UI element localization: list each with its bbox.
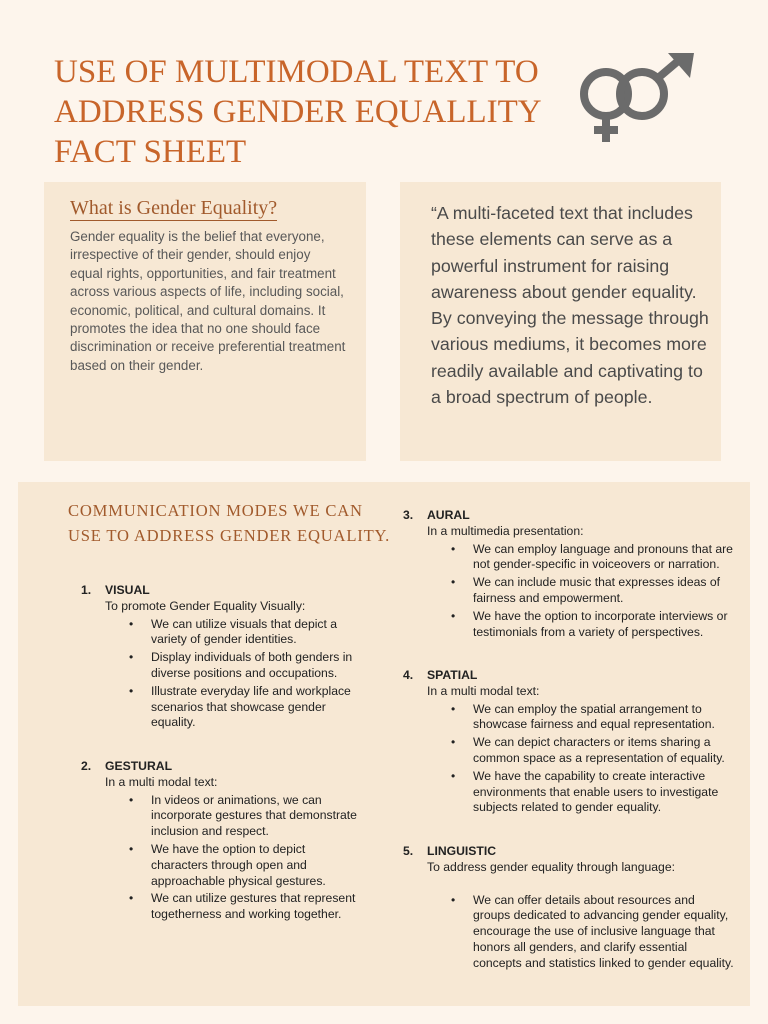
list-item: • We can utilize gestures that represent togetherness and working together. bbox=[151, 891, 365, 923]
list-item: • We can utilize visuals that depict a variety of gender identities. bbox=[151, 617, 365, 649]
what-is-body: Gender equality is the belief that everyone, irrespective of their gender, should enjoy equal rights, opportunities, and fair treatment across various aspects of life, including social, economic, political, and cultural domains. It promotes the idea that no one should face discrimination or receive preferential treatment based on their gender. bbox=[70, 229, 346, 373]
list-item: • We can employ language and pronouns that are not gender-specific in voiceovers or narration. bbox=[473, 542, 735, 574]
mode-number: 3. bbox=[403, 508, 414, 522]
quote-text: “A multi-faceted text that includes these elements can serve as a powerful instrument for raising awareness about gender equality. By conveying the message through various mediums, it becomes more readily available and captivating to a broad spectrum of people. bbox=[431, 203, 709, 408]
mode-gestural bbox=[81, 759, 365, 925]
list-item: • We can offer details about resources and groups dedicated to advancing gender equality, encourage the use of inclusive language that honors all genders, and clarify essential concepts and statistics linked to gender equality. bbox=[473, 893, 735, 972]
mode-number: 4. bbox=[403, 668, 414, 682]
mode-list bbox=[427, 702, 735, 817]
list-item: • In videos or animations, we can incorporate gestures that demonstrate inclusion and respect. bbox=[151, 793, 365, 840]
mode-intro: In a multimedia presentation: bbox=[427, 523, 584, 538]
gender-symbol-icon bbox=[572, 50, 698, 146]
what-is-heading: What is Gender Equality? bbox=[70, 197, 278, 219]
mode-number: 2. bbox=[81, 759, 92, 773]
mode-intro: In a multi modal text: bbox=[105, 774, 218, 789]
list-item: • We have the capability to create interactive environments that enable users to investigate subjects related to gender equality. bbox=[473, 769, 735, 816]
list-item: • We can employ the spatial arrangement to showcase fairness and equal representation. bbox=[473, 702, 735, 734]
mode-intro: To promote Gender Equality Visually: bbox=[105, 598, 306, 613]
mode-visual bbox=[81, 583, 365, 733]
mode-name: AURAL bbox=[427, 508, 470, 522]
mode-aural bbox=[403, 508, 735, 642]
page-title: USE OF MULTIMODAL TEXT TO ADDRESS GENDER EQUALLITY FACT SHEET bbox=[54, 54, 541, 170]
mode-name: VISUAL bbox=[105, 583, 150, 597]
mode-list bbox=[105, 793, 365, 923]
mode-list bbox=[427, 893, 735, 972]
communication-modes-panel bbox=[18, 482, 750, 1006]
mode-intro: To address gender equality through language: bbox=[427, 859, 675, 874]
list-item: • Display individuals of both genders in diverse positions and occupations. bbox=[151, 650, 365, 682]
mode-linguistic bbox=[403, 844, 735, 974]
list-item: • We have the option to depict characters through open and approachable physical gestures. bbox=[151, 842, 365, 889]
mode-name: LINGUISTIC bbox=[427, 844, 497, 858]
mode-list bbox=[427, 542, 735, 641]
mode-number: 5. bbox=[403, 844, 414, 858]
list-item: • We can include music that expresses ideas of fairness and empowerment. bbox=[473, 575, 735, 607]
quote-panel bbox=[400, 182, 721, 461]
mode-spatial bbox=[403, 668, 735, 818]
list-item: • We can depict characters or items sharing a common space as a representation of equality. bbox=[473, 735, 735, 767]
list-item: • We have the option to incorporate interviews or testimonials from a variety of perspectives. bbox=[473, 609, 735, 641]
mode-name: SPATIAL bbox=[427, 668, 478, 682]
mode-list bbox=[105, 617, 365, 732]
list-item: • Illustrate everyday life and workplace scenarios that showcase gender equality. bbox=[151, 684, 365, 731]
mode-number: 1. bbox=[81, 583, 92, 597]
mode-name: GESTURAL bbox=[105, 759, 173, 773]
communication-modes-heading: COMMUNICATION MODES WE CAN USE TO ADDRESS GENDER EQUALITY. bbox=[68, 501, 391, 545]
what-is-gender-equality-panel bbox=[44, 182, 366, 461]
mode-intro: In a multi modal text: bbox=[427, 683, 540, 698]
